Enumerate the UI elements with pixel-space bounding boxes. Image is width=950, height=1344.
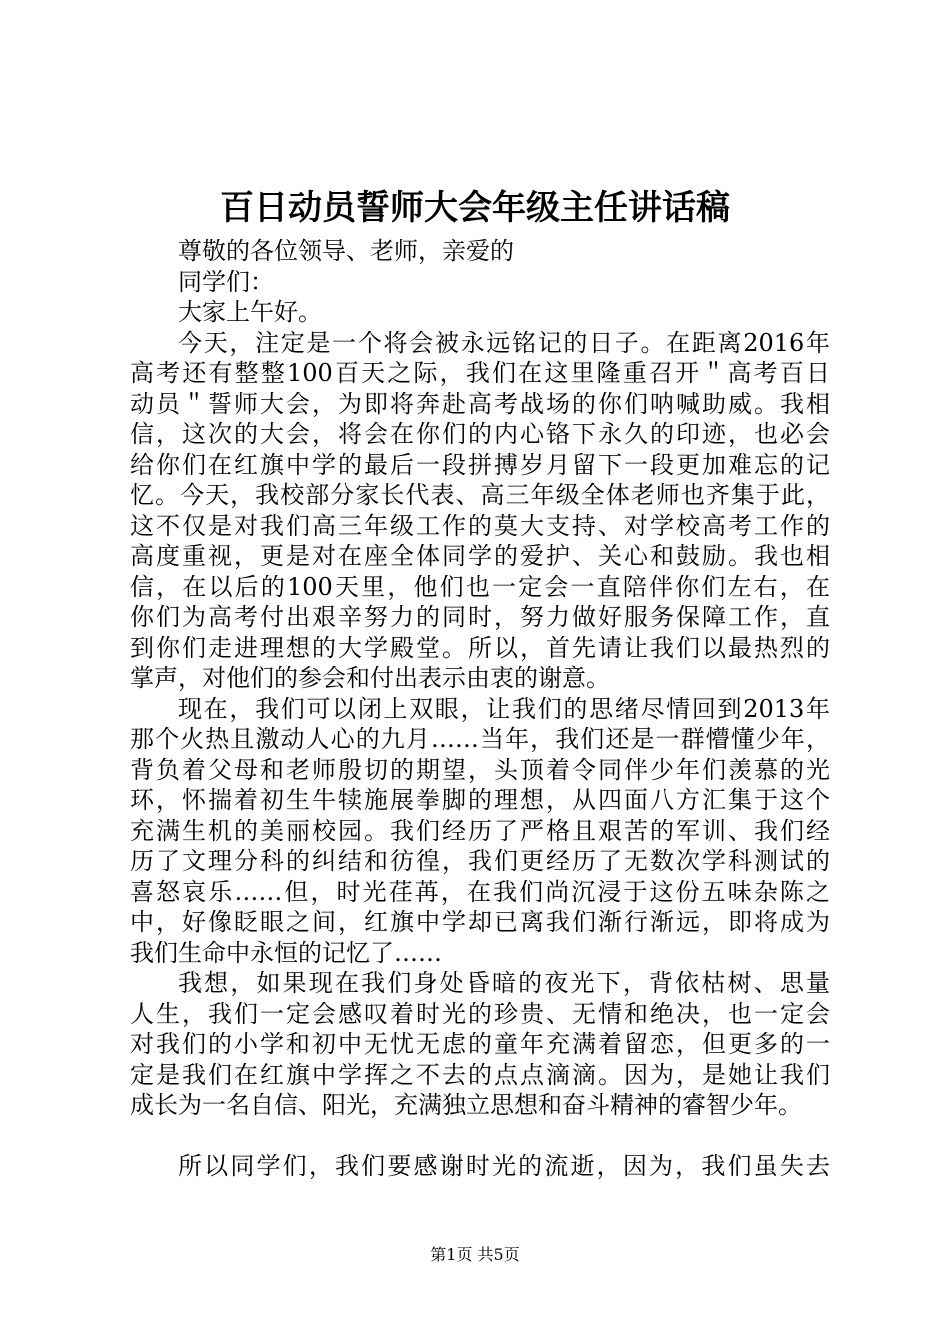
salutation-line: 同学们：: [178, 267, 274, 296]
paragraph-line: 今天，注定是一个将会被永远铭记的日子。在距离2016年: [178, 328, 830, 357]
paragraph: [130, 968, 830, 1121]
paragraph: [130, 328, 830, 694]
paragraph-line: 所以同学们，我们要感谢时光的流逝，因为，我们虽失去: [178, 1152, 830, 1180]
paragraph-line: 人生，我们一定会感叹着时光的珍贵、无情和绝决，也一定会: [130, 999, 830, 1028]
paragraph-line: 背负着父母和老师殷切的期望，头顶着令同伴少年们羡慕的光: [130, 755, 830, 784]
paragraph-line: 到你们走进理想的大学殿堂。所以，首先请让我们以最热烈的: [130, 633, 830, 662]
paragraph-line: 信，在以后的100天里，他们也一定会一直陪伴你们左右，在: [130, 572, 830, 601]
paragraph-line: 中，好像眨眼之间，红旗中学却已离我们渐行渐远，即将成为: [130, 908, 830, 936]
paragraph-line: 动员＂誓师大会，为即将奔赴高考战场的你们呐喊助威。我相: [130, 389, 830, 418]
greeting-line: 大家上午好。: [178, 298, 322, 326]
paragraph-gap: [130, 1121, 830, 1152]
page-number-footer: 第1页 共5页: [430, 1245, 520, 1264]
salutation-line: 尊敬的各位领导、老师，亲爱的: [178, 237, 514, 265]
paragraph: [130, 694, 830, 969]
paragraph-line: 你们为高考付出艰辛努力的同时，努力做好服务保障工作，直: [130, 603, 830, 631]
paragraph-line: 历了文理分科的纠结和彷徨，我们更经历了无数次学科测试的: [130, 847, 830, 875]
paragraph-line: 成长为一名自信、阳光，充满独立思想和奋斗精神的睿智少年。: [130, 1091, 802, 1119]
document-body: [130, 236, 830, 1182]
paragraph-line: 这不仅是对我们高三年级工作的莫大支持、对学校高考工作的: [130, 511, 830, 540]
paragraph-line: 充满生机的美丽校园。我们经历了严格且艰苦的军训、我们经: [130, 816, 830, 845]
paragraph-line: 我们生命中永恒的记忆了……: [130, 938, 442, 967]
paragraph-line: 高度重视，更是对在座全体同学的爱护、关心和鼓励。我也相: [130, 542, 830, 570]
paragraph-line: 给你们在红旗中学的最后一段拼搏岁月留下一段更加难忘的记: [130, 450, 830, 479]
paragraph-line: 掌声，对他们的参会和付出表示由衷的谢意。: [130, 664, 610, 692]
paragraph-line: 对我们的小学和初中无忧无虑的童年充满着留恋，但更多的一: [130, 1030, 830, 1058]
paragraph-line: 忆。今天，我校部分家长代表、高三年级全体老师也齐集于此，: [130, 481, 830, 509]
paragraph-line: 高考还有整整100百天之际，我们在这里隆重召开＂高考百日: [130, 359, 830, 387]
paragraph-line: 我想，如果现在我们身处昏暗的夜光下，背依枯树、思量: [178, 969, 830, 997]
paragraph: [130, 1151, 830, 1182]
paragraph-line: 环，怀揣着初生牛犊施展拳脚的理想，从四面八方汇集于这个: [130, 786, 830, 814]
paragraph-line: 定是我们在红旗中学挥之不去的点点滴滴。因为，是她让我们: [130, 1060, 830, 1089]
paragraph-line: 现在，我们可以闭上双眼，让我们的思绪尽情回到2013年: [178, 694, 830, 723]
paragraph-line: 喜怒哀乐……但，时光荏苒，在我们尚沉浸于这份五味杂陈之: [130, 877, 830, 906]
paragraph-line: 信，这次的大会，将会在你们的内心铬下永久的印迹，也必会: [130, 420, 830, 448]
document-title: 百日动员誓师大会年级主任讲话稿: [220, 188, 730, 228]
paragraph-line: 那个火热且激动人心的九月……当年，我们还是一群懵懂少年，: [130, 725, 830, 753]
